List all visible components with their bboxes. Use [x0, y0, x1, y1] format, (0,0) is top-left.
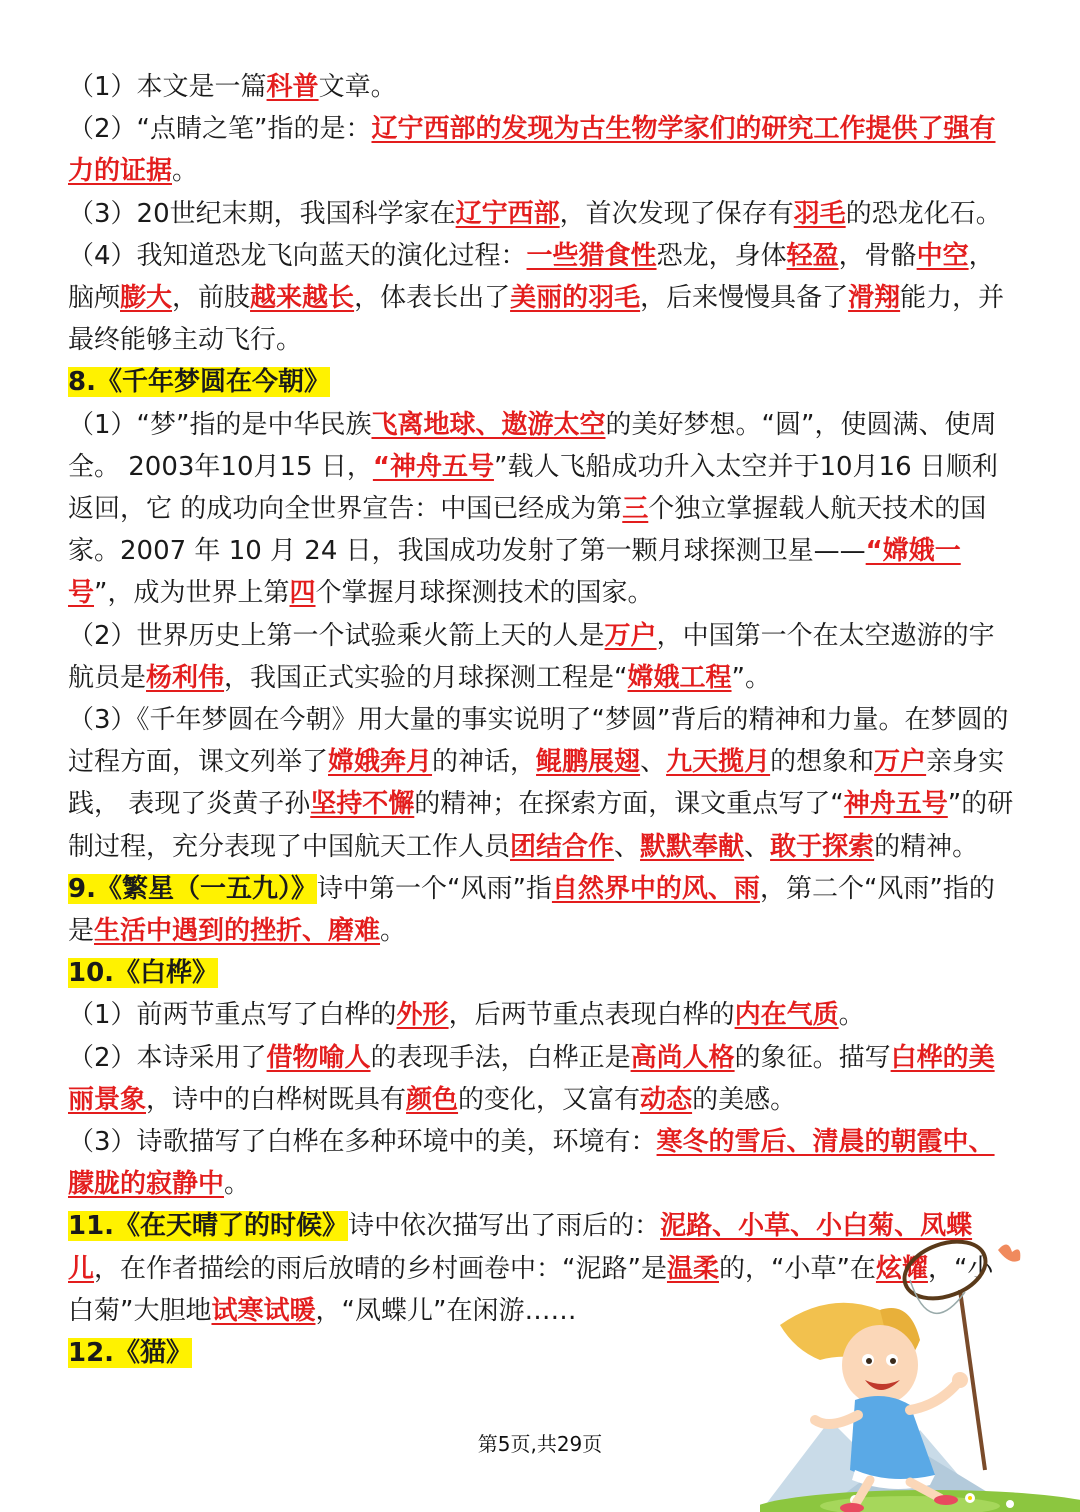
girl-with-butterfly-net-illustration	[760, 1230, 1080, 1512]
body-text: （2）世界历史上第一个试验乘火箭上天的人是	[68, 620, 605, 651]
paragraph	[68, 952, 1018, 994]
answer-text: 白桦的美丽景象	[68, 1042, 995, 1115]
answer-text: 杨利伟	[146, 662, 225, 693]
answer-text: 炫耀	[875, 1253, 928, 1284]
body-text: 的变化，又富有	[458, 1084, 641, 1115]
body-text: ，首次发现了保存有	[559, 198, 794, 229]
answer-text: 颜色	[406, 1084, 459, 1115]
paragraph	[68, 1121, 1018, 1205]
body-text: ，第二个“风雨”指的是	[68, 873, 995, 947]
answer-text: 飞离地球、遨游太空	[371, 409, 606, 440]
body-text: （1）前两节重点写了白桦的	[68, 1000, 397, 1031]
section-heading: 8.《千年梦圆在今朝》	[68, 367, 330, 398]
section-heading: 9.《繁星（一五九）》	[68, 873, 317, 904]
answer-text: 动态	[640, 1084, 693, 1115]
body-text: 、	[640, 747, 667, 778]
answer-text: 万户	[604, 620, 657, 651]
body-text: （3）诗歌描写了白桦在多种环境中的美，环境有：	[68, 1127, 657, 1158]
body-text: 。	[172, 156, 199, 187]
answer-text: 鲲鹏展翅	[536, 747, 641, 778]
answer-text: 寒冬的雪后、清晨的朝霞中、朦胧的寂静中	[68, 1127, 995, 1200]
body-text: 的象征。描写	[734, 1042, 891, 1073]
answer-text: 默默奉献	[640, 831, 745, 862]
page-number-footer: 第5页,共29页	[477, 1432, 603, 1456]
body-text: ，体表长出了	[354, 283, 511, 314]
answer-text: 中空	[916, 240, 969, 271]
body-text: 个独立掌握载人航天技术的国家。2007 年 10 月 24 日，我国成功发射了第一颗月球探测卫星——	[68, 494, 987, 567]
answer-text: 滑翔	[848, 283, 901, 314]
paragraph	[68, 108, 1018, 192]
answer-text: 嫦娥工程	[627, 662, 732, 693]
answer-text: 生活中遇到的挫折、磨难	[94, 916, 381, 947]
body-text: ，前肢	[172, 283, 251, 314]
body-text: 文章。	[318, 72, 397, 102]
body-text: （4）我知道恐龙飞向蓝天的演化过程：	[68, 240, 527, 271]
answer-text: “神舟五号	[372, 451, 494, 482]
body-text: （1）本文是一篇	[68, 72, 267, 102]
answer-text: 膨大	[120, 283, 173, 314]
answer-text: 外形	[396, 1000, 449, 1031]
body-text: ，骨骼	[838, 240, 917, 271]
body-text: ，后来慢慢具备了	[640, 283, 849, 314]
answer-text: 嫦娥奔月	[328, 747, 433, 778]
body-text: 诗中依次描写出了雨后的：	[348, 1211, 661, 1242]
answer-text: 万户	[874, 747, 927, 778]
paragraph	[68, 404, 1018, 615]
paragraph	[68, 868, 1018, 952]
body-text: 亲身实践， 表现了炎黄子孙	[68, 747, 1005, 820]
body-text: 个掌握月球探测技术的国家。	[315, 578, 654, 609]
answer-text: 科普	[266, 72, 319, 102]
paragraph	[68, 235, 1018, 362]
body-text: ，在作者描绘的雨后放晴的乡村画卷中：“泥路”是	[94, 1253, 667, 1284]
body-text: （1）“梦”指的是中华民族	[68, 409, 372, 440]
answer-text: 泥路、小草、小白菊、凤蝶儿	[68, 1211, 973, 1284]
answer-text: 内在气质	[734, 1000, 839, 1031]
body-text: （3）《千年梦圆在今朝》用大量的事实说明了“梦圆”背后的精神和力量。在梦圆的 过程方面，课文列举了	[68, 705, 1009, 778]
body-text: 。	[224, 1169, 251, 1200]
body-text: 的精神；在探索方面，课文重点写了“	[414, 789, 844, 820]
body-text: 。	[380, 916, 407, 947]
body-text: 诗中第一个“风雨”指	[316, 873, 552, 904]
body-text: ，“凤蝶儿”在闲游……	[315, 1295, 577, 1326]
body-text: ，诗中的白桦树既具有	[146, 1084, 407, 1115]
body-text: （2）“点睛之笔”指的是：	[68, 114, 372, 145]
answer-text: 轻盈	[786, 240, 839, 271]
body-text: ”，成为世界上第	[94, 578, 290, 609]
answer-text: 神舟五号	[843, 789, 948, 820]
paragraph	[68, 361, 1018, 403]
answer-text: 一些猎食性	[526, 240, 657, 271]
body-text: 的神话，	[432, 747, 537, 778]
body-text: ”。	[731, 662, 772, 693]
body-text: ”的研制过程，充分表现了中国航天工作人员	[68, 789, 1014, 862]
answer-text: 借物喻人	[266, 1042, 371, 1073]
answer-text: 团结合作	[510, 831, 615, 862]
answer-text: 四	[289, 578, 316, 609]
answer-text: 试寒试暖	[211, 1295, 316, 1326]
body-text: ，中国第一个在太空遨游的宇航员是	[68, 620, 995, 693]
body-text: 的恐龙化石。	[845, 198, 1002, 229]
body-text: （3）20世纪末期，我国科学家在	[68, 198, 456, 229]
section-heading: 10.《白桦》	[68, 958, 219, 989]
section-heading: 11.《在天晴了的时候》	[68, 1211, 349, 1242]
paragraph	[68, 1037, 1018, 1121]
answer-text: 九天揽月	[666, 747, 771, 778]
paragraph	[68, 615, 1018, 699]
body-text: 的美好梦想。“圆”，使圆满、使周全。 2003年10月15 日，	[68, 409, 997, 482]
body-text: ，我国正式实验的月球探测工程是“	[224, 662, 628, 693]
body-text: 。	[838, 1000, 865, 1031]
page-content	[68, 66, 1018, 1374]
body-text: 能力，并最终能够主动飞行。	[68, 283, 1005, 356]
section-heading: 12.《猫》	[68, 1338, 193, 1369]
answer-text: 美丽的羽毛	[510, 283, 641, 314]
body-text: 的美感。	[692, 1084, 797, 1115]
body-text: 的表现手法，白桦正是	[370, 1042, 631, 1073]
body-text: 、	[614, 831, 641, 862]
body-text: ，“小白菊”大胆地	[68, 1253, 994, 1326]
answer-text: 高尚人格	[630, 1042, 735, 1073]
paragraph	[68, 699, 1018, 868]
answer-text: 辽宁西部的发现为古生物学家们的研究工作提供了强有力的证据	[68, 114, 996, 187]
paragraph	[68, 994, 1018, 1036]
paragraph	[68, 66, 1018, 108]
body-text: 、	[744, 831, 771, 862]
answer-text: 越来越长	[250, 283, 355, 314]
answer-text: 辽宁西部	[455, 198, 560, 229]
body-text: ”载人飞船成功升入太空并于10月16 日顺利返回，它 的成功向全世界宣告：中国已经成为第	[68, 451, 998, 525]
body-text: 的想象和	[770, 747, 875, 778]
answer-text: 三	[622, 494, 649, 525]
body-text: 的精神。	[874, 831, 979, 862]
body-text: ，后两节重点表现白桦的	[448, 1000, 735, 1031]
body-text: ，脑颅	[68, 240, 995, 314]
answer-text: 坚持不懈	[310, 789, 415, 820]
answer-text: 羽毛	[793, 198, 846, 229]
body-text: 的，“小草”在	[718, 1253, 876, 1284]
body-text: （2）本诗采用了	[68, 1042, 267, 1073]
body-text: 恐龙，身体	[656, 240, 787, 271]
answer-text: “嫦娥一号	[68, 536, 961, 609]
answer-text: 温柔	[666, 1253, 719, 1284]
answer-text: 自然界中的风、雨	[551, 873, 760, 904]
paragraph	[68, 193, 1018, 235]
answer-text: 敢于探索	[770, 831, 875, 862]
